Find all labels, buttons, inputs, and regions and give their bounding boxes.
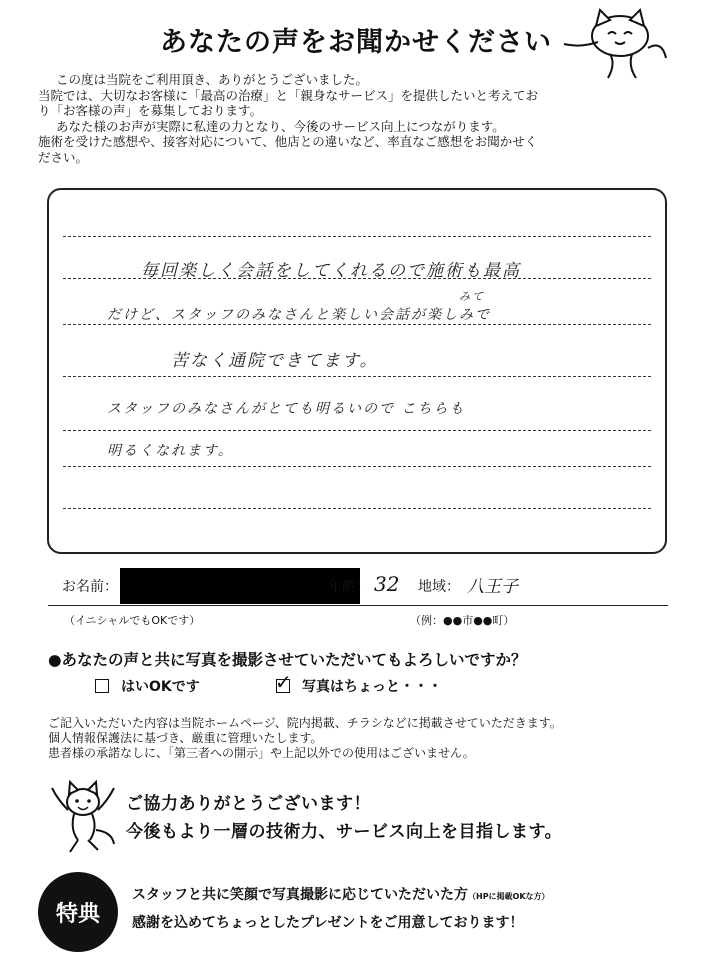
ruled-line	[63, 324, 651, 325]
region-label: 地域：	[418, 579, 460, 595]
age-value[interactable]: 32	[374, 572, 400, 596]
ruled-line	[63, 376, 651, 377]
intro-line: ださい。	[38, 149, 89, 165]
thanks-line: 今後もより一層の技術力、サービス向上を目指します。	[126, 822, 563, 842]
perk-line	[132, 884, 550, 904]
region-value[interactable]: 八王子	[467, 577, 518, 597]
intro-line: 施術を受けた感想や、接客対応について、他店との違いなど、率直なご感想をお聞かせく	[38, 134, 538, 149]
divider	[48, 605, 668, 606]
page-title: あなたの声をお聞かせください	[160, 27, 552, 58]
option-yes-label: はいOKです	[121, 679, 200, 695]
region-note: （例：●●市●●町）	[410, 614, 515, 627]
privacy-notice	[48, 716, 688, 761]
ruled-line	[63, 466, 651, 467]
photo-question: ●あなたの声と共に写真を撮影させていただいてもよろしいですか？	[48, 651, 527, 669]
thanks-line: ご協力ありがとうございます！	[126, 794, 371, 814]
intro-line: あなた様のお声が実際に私達の力となり、今後のサービス向上につながります。	[56, 118, 505, 134]
name-note: （イニシャルでもOKです）	[64, 614, 201, 627]
ruled-line	[63, 508, 651, 509]
handwritten-line: 苦なく通院できてます。	[171, 351, 379, 371]
handwritten-line: 明るくなれます。	[107, 443, 234, 459]
photo-option-yes[interactable]	[95, 676, 200, 696]
thanks-message	[126, 790, 562, 846]
ruled-line	[63, 236, 651, 237]
notice-line: ご記入いただいた内容は当院ホームページ、院内掲載、チラシなどに掲載させていただきます。	[48, 716, 562, 730]
checkbox-no[interactable]	[275, 670, 292, 694]
intro-text	[38, 72, 678, 165]
age-label: 年齢：	[328, 579, 370, 595]
perk-line: 感謝を込めてちょっとしたプレゼントをご用意しております！	[132, 915, 524, 931]
notice-line: 個人情報保護法に基づき、厳重に管理いたします。	[48, 731, 323, 745]
checkbox-yes[interactable]	[95, 679, 109, 693]
cat-dancing-icon	[48, 780, 118, 855]
handwritten-insert: みて	[459, 290, 485, 303]
intro-line: り「お客様の声」を募集しております。	[38, 103, 263, 118]
perk-note: （HPに掲載OKな方）	[468, 892, 550, 901]
perk-text: スタッフと共に笑顔で写真撮影に応じていただいた方	[132, 887, 468, 903]
handwritten-line: 毎回楽しく会話をしてくれるので施術も最高	[141, 261, 521, 281]
handwritten-line: スタッフのみなさんがとても明るいので こちらも	[107, 401, 466, 417]
name-row	[62, 568, 662, 604]
comment-box[interactable]	[47, 188, 667, 554]
intro-line: 当院では、大切なお客様に「最高の治療」と「親身なサービス」を提供したいと考えてお	[38, 87, 539, 103]
name-field-redacted[interactable]	[120, 568, 360, 604]
checkmark-icon: ✓	[275, 670, 292, 694]
ruled-line	[63, 430, 651, 431]
notice-line: 患者様の承諾なしに、「第三者への開示」や上記以外での使用はございません。	[48, 746, 475, 760]
option-no-label: 写真はちょっと・・・	[302, 679, 442, 695]
name-label: お名前：	[62, 579, 118, 595]
intro-line: この度は当院をご利用頂き、ありがとうございました。	[56, 72, 369, 87]
photo-option-no[interactable]	[275, 670, 442, 696]
handwritten-line: だけど、スタッフのみなさんと楽しい会話が楽しみで	[107, 307, 491, 323]
perk-badge: 特典	[38, 872, 118, 952]
